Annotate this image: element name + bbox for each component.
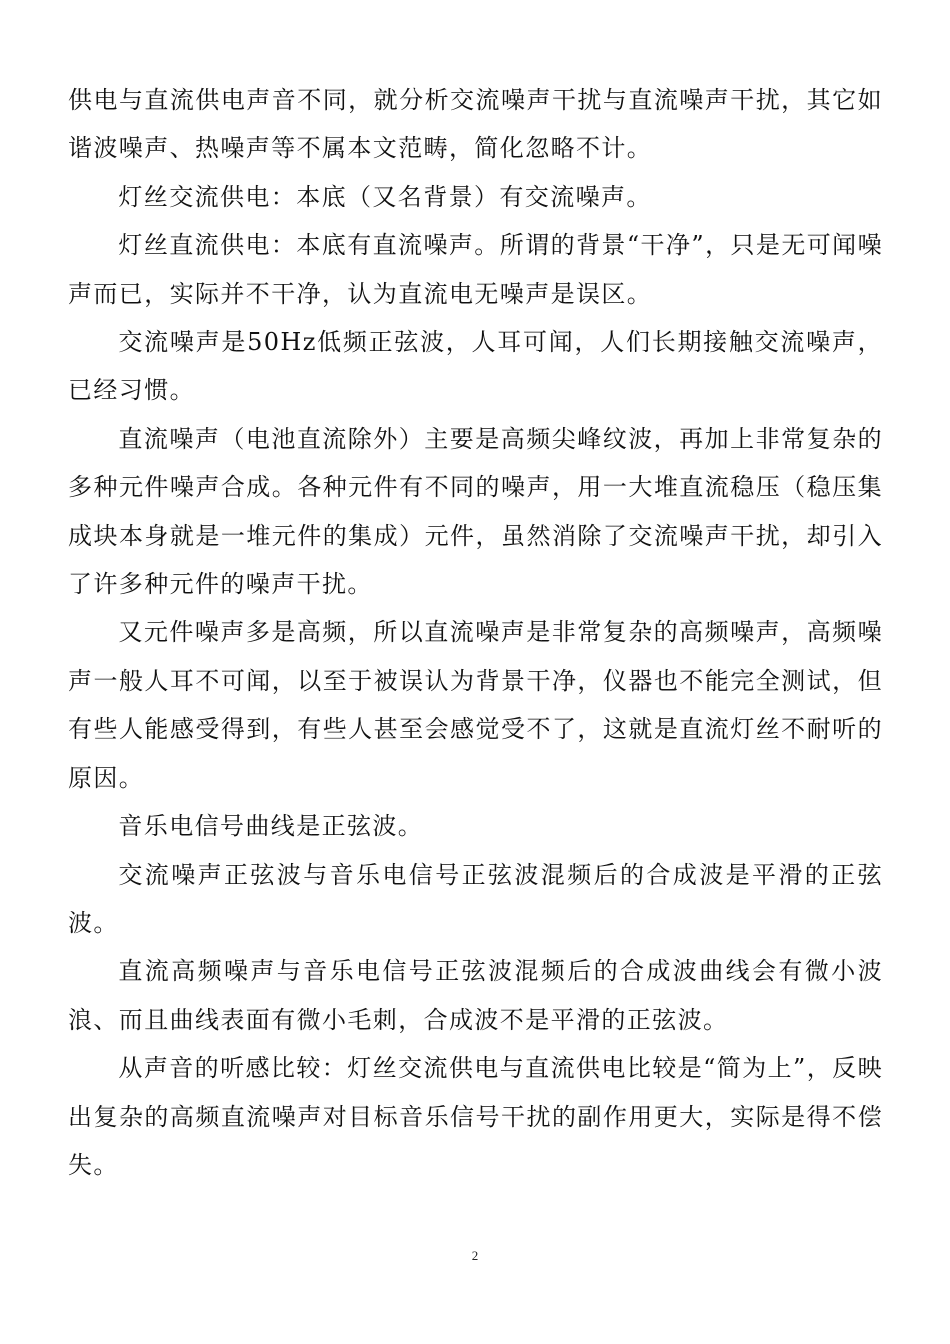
paragraph-listening-comparison: 从声音的听感比较：灯丝交流供电与直流供电比较是“简为上”，反映出复杂的高频直流噪声对目标音乐信号干扰的副作用更大，实际是得不偿失。 xyxy=(68,1054,883,1179)
paragraph-dc-mixing: 直流高频噪声与音乐电信号正弦波混频后的合成波曲线会有微小波浪、而且曲线表面有微小毛刺，合成波不是平滑的正弦波。 xyxy=(68,957,883,1034)
paragraph-music-signal: 音乐电信号曲线是正弦波。 xyxy=(118,812,424,841)
document-body xyxy=(68,76,883,1189)
paragraph-ac-noise: 交流噪声是50Hz低频正弦波，人耳可闻，人们长期接触交流噪声，已经习惯。 xyxy=(68,328,883,405)
paragraph-continuation: 供电与直流供电声音不同，就分析交流噪声干扰与直流噪声干扰，其它如谐波噪声、热噪声等不属本文范畴，简化忽略不计。 xyxy=(68,86,883,163)
paragraph-ac-filament: 灯丝交流供电：本底（又名背景）有交流噪声。 xyxy=(118,182,652,211)
paragraph-dc-noise: 直流噪声（电池直流除外）主要是高频尖峰纹波，再加上非常复杂的多种元件噪声合成。各种元件有不同的噪声，用一大堆直流稳压（稳压集成块本身就是一堆元件的集成）元件，虽然消除了交流噪声干扰，却引入了许多种元件的噪声干扰。 xyxy=(68,424,883,599)
page-number: 2 xyxy=(471,1248,479,1263)
paragraph-dc-filament: 灯丝直流供电：本底有直流噪声。所谓的背景“干净”，只是无可闻噪声而已，实际并不干净，认为直流电无噪声是误区。 xyxy=(68,231,883,308)
paragraph-ac-mixing: 交流噪声正弦波与音乐电信号正弦波混频后的合成波是平滑的正弦波。 xyxy=(68,860,883,937)
paragraph-high-frequency-noise: 又元件噪声多是高频，所以直流噪声是非常复杂的高频噪声，高频噪声一般人耳不可闻，以至于被误认为背景干净，仪器也不能完全测试，但有些人能感受得到，有些人甚至会感觉受不了，这就是直流灯丝不耐听的原因。 xyxy=(68,618,883,792)
